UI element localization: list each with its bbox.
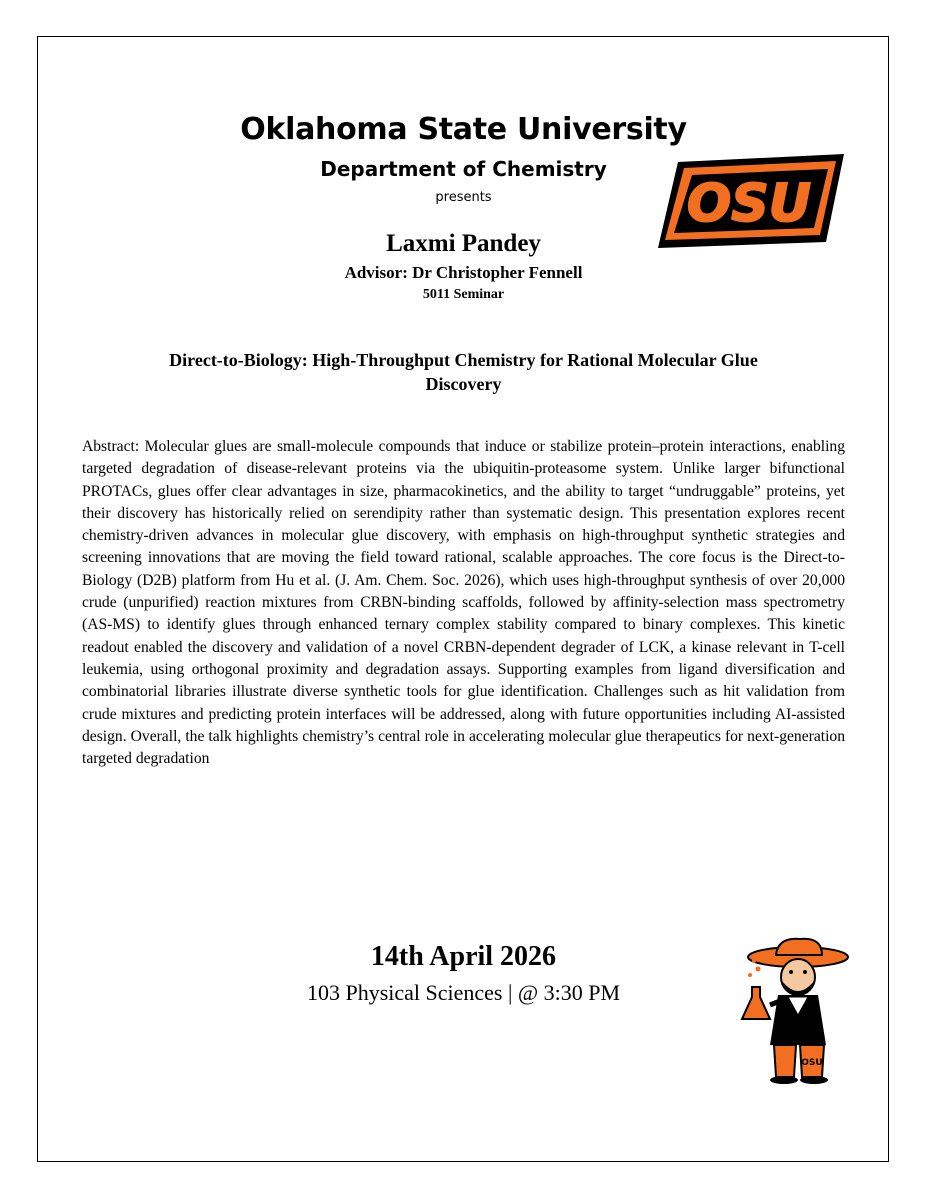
- pistol-pete-mascot-icon: [738, 935, 868, 1085]
- talk-title: Direct-to-Biology: High-Throughput Chemistry for Rational Molecular Glue Discovery: [169, 350, 758, 394]
- advisor-line: Advisor: Dr Christopher Fennell: [344, 263, 583, 282]
- event-venue: 103 Physical Sciences | @ 3:30 PM: [306, 980, 621, 1005]
- event-date: 14th April 2026: [370, 941, 557, 972]
- abstract-text: Abstract: Molecular glues are small-molecule compounds that induce or stabilize protein–protein interactions, enabling targeted degradation of disease-relevant proteins via the ubiquitin-proteasome system. Unlike larger bifunctional PROTACs, glues offer clear advantages in size, pharmacokinetics, and the ability to target “undruggable” proteins, yet their discovery has historically relied on serendipity rather than systematic design. This presentation explores recent chemistry-driven advances in molecular glue discovery, with emphasis on high-throughput synthetic strategies and screening innovations that are moving the field toward rational, scalable approaches. The core focus is the Direct-to-Biology (D2B) platform from Hu et al. (J. Am. Chem. Soc. 2026), which uses high-throughput synthesis of over 20,000 crude (unpurified) reaction mixtures from CRBN-binding scaffolds, followed by affinity-selection mass spectrometry (AS-MS) to identify glues through enhanced ternary complex stability compared to binary complexes. This kinetic readout enabled the discovery and validation of a novel CRBN-dependent degrader of LCK, a kinase relevant in T-cell leukemia, using orthogonal proximity and degradation assays. Supporting examples from ligand diversification and combinatorial libraries illustrate diverse synthetic tools for glue identification. Challenges such as hit validation from crude mixtures and predicting protein interfaces will be addressed, along with future opportunities including AI-assisted design. Overall, the talk highlights chemistry’s central role in accelerating molecular glue therapeutics for next-generation targeted degradation: [82, 438, 845, 768]
- osu-logo-text: OSU: [687, 174, 811, 234]
- mascot-badge-text: OSU: [801, 1058, 823, 1068]
- speaker-name: Laxmi Pandey: [386, 230, 541, 257]
- department-name: Department of Chemistry: [320, 157, 607, 181]
- seminar-label: 5011 Seminar: [422, 287, 505, 302]
- university-name: Oklahoma State University: [240, 112, 687, 147]
- presents-label: presents: [435, 190, 492, 205]
